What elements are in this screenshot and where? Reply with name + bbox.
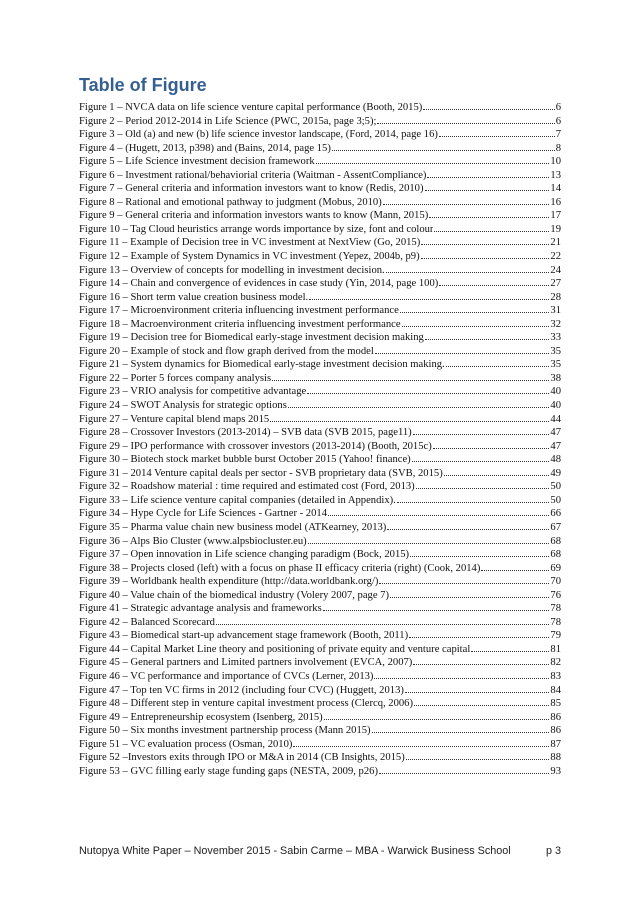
figure-entry[interactable] [79,223,561,237]
dot-leader [429,217,549,218]
figure-entry[interactable] [79,345,561,359]
figure-entry-label: Figure 28 – Crossover Investors (2013-2014) – SVB data (SVB 2015, page11) [79,427,412,439]
dot-leader [413,664,549,665]
figure-entry[interactable] [79,643,561,657]
figure-entry-page: 40 [550,386,561,398]
dot-leader [444,475,550,476]
figure-entry-page: 6 [555,115,561,127]
figure-entry-page: 16 [550,196,561,208]
dot-leader [414,705,549,706]
figure-entry-page: 83 [550,670,561,682]
figure-entry-label: Figure 1 – NVCA data on life science venture capital performance (Booth, 2015) [79,102,423,113]
dot-leader [423,109,554,110]
dot-leader [409,637,549,638]
figure-entry[interactable] [79,575,561,589]
figure-entry[interactable] [79,697,561,711]
figure-entry-label: Figure 41 – Strategic advantage analysis and frameworks [79,603,322,615]
dot-leader [412,461,550,462]
figure-entry[interactable] [79,602,561,616]
figure-entry-page: 38 [550,372,561,384]
figure-entry-page: 48 [550,454,561,466]
figure-entry-label: Figure 52 –Investors exits through IPO or M&A in 2014 (CB Insights, 2015) [79,752,405,764]
figure-entry-label: Figure 31 – 2014 Venture capital deals per sector - SVB proprietary data (SVB, 2015) [79,467,443,479]
figure-entry[interactable] [79,358,561,372]
dot-leader [405,692,550,693]
dot-leader [379,773,549,774]
footer-text: Nutopya White Paper – November 2015 - Sabin Carme – MBA - Warwick Business School [79,845,511,857]
dot-leader [288,407,550,408]
figure-entry-page: 6 [555,102,561,113]
figure-entry-page: 35 [550,359,561,371]
figure-entry-label: Figure 4 – (Hugett, 2013, p398) and (Bains, 2014, page 15) [79,142,331,154]
figure-entry-label: Figure 2 – Period 2012-2014 in Life Science (PWC, 2015a, page 3;5); [79,115,377,127]
dot-leader [307,393,549,394]
figure-entry[interactable] [79,196,561,210]
figure-entry[interactable] [79,738,561,752]
figure-entry-label: Figure 8 – Rational and emotional pathway to judgment (Mobus, 2010) [79,196,382,208]
figure-entry-label: Figure 3 – Old (a) and new (b) life science investor landscape, (Ford, 2014, page 16) [79,129,438,141]
figure-entry-label: Figure 14 – Chain and convergence of evidences in case study (Yin, 2014, page 100) [79,278,439,290]
page-title: Table of Figure [79,75,207,95]
dot-leader [377,123,554,124]
figure-entry[interactable] [79,372,561,386]
figure-entry[interactable] [79,535,561,549]
figure-entry-page: 49 [550,467,561,479]
figure-entry-label: Figure 24 – SWOT Analysis for strategic options [79,400,287,412]
figure-entry-label: Figure 9 – General criteria and information investors wants to know (Mann, 2015) [79,210,429,222]
dot-leader [332,150,555,151]
figure-entry[interactable] [79,101,561,115]
dot-leader [413,434,550,435]
figure-list [79,101,561,778]
figure-entry[interactable] [79,318,561,332]
dot-leader [316,163,550,164]
figure-entry[interactable] [79,264,561,278]
figure-entry[interactable] [79,765,561,779]
figure-entry[interactable] [79,209,561,223]
figure-entry[interactable] [79,236,561,250]
dot-leader [372,732,550,733]
figure-entry-page: 22 [550,251,561,263]
figure-entry-label: Figure 49 – Entrepreneurship ecosystem (Isenberg, 2015) [79,711,323,723]
dot-leader [216,624,550,625]
figure-entry-label: Figure 36 – Alps Bio Cluster (www.alpsbiocluster.eu) [79,535,307,547]
figure-entry-page: 50 [550,481,561,493]
figure-entry-label: Figure 10 – Tag Cloud heuristics arrange words importance by size, font and colour [79,223,434,235]
figure-entry-page: 87 [550,738,561,750]
figure-entry[interactable] [79,751,561,765]
figure-entry-page: 47 [550,440,561,452]
figure-entry-page: 32 [550,318,561,330]
figure-entry[interactable] [79,548,561,562]
figure-entry[interactable] [79,142,561,156]
figure-entry-label: Figure 20 – Example of stock and flow graph derived from the model [79,345,374,357]
figure-entry-page: 66 [550,508,561,520]
figure-entry-label: Figure 19 – Decision tree for Biomedical early-stage investment decision making [79,332,424,344]
dot-leader [328,515,549,516]
figure-entry-page: 79 [550,630,561,642]
figure-entry[interactable] [79,629,561,643]
figure-entry-page: 85 [550,698,561,710]
figure-entry[interactable] [79,562,561,576]
figure-entry-page: 35 [550,345,561,357]
dot-leader [416,488,550,489]
figure-entry-page: 44 [550,413,561,425]
figure-entry-label: Figure 38 – Projects closed (left) with a focus on phase II efficacy criteria (right) (Cook, 2014) [79,562,481,574]
figure-entry[interactable] [79,304,561,318]
dot-leader [402,326,550,327]
figure-entry-page: 31 [550,305,561,317]
figure-entry-page: 68 [550,535,561,547]
figure-entry-label: Figure 11 – Example of Decision tree in VC investment at NextView (Go, 2015) [79,237,421,249]
figure-entry-page: 33 [550,332,561,344]
figure-entry-page: 82 [550,657,561,669]
figure-entry-label: Figure 53 – GVC filling early stage funding gaps (NESTA, 2009, p26) [79,765,378,777]
dot-leader [387,529,549,530]
figure-entry[interactable] [79,711,561,725]
figure-entry-label: Figure 6 – Investment rational/behaviorial criteria (Waitman - AssentCompliance) [79,169,427,181]
figure-entry-label: Figure 44 – Capital Market Line theory and positioning of private equity and venture capital [79,643,471,655]
figure-entry[interactable] [79,684,561,698]
figure-entry[interactable] [79,399,561,413]
figure-entry[interactable] [79,453,561,467]
dot-leader [379,583,549,584]
figure-entry-label: Figure 35 – Pharma value chain new business model (ATKearney, 2013) [79,521,387,533]
figure-entry[interactable] [79,467,561,481]
figure-entry-page: 78 [550,603,561,615]
figure-entry[interactable] [79,521,561,535]
figure-entry[interactable] [79,277,561,291]
figure-entry-label: Figure 45 – General partners and Limited partners involvement (EVCA, 2007) [79,657,413,669]
figure-entry-label: Figure 7 – General criteria and information investors want to know (Redis, 2010) [79,183,424,195]
dot-leader [481,570,549,571]
dot-leader [421,258,550,259]
figure-entry-page: 50 [550,494,561,506]
figure-entry[interactable] [79,724,561,738]
figure-entry-page: 7 [555,129,561,141]
figure-entry-page: 24 [550,264,561,276]
figure-entry-page: 27 [550,278,561,290]
figure-entry[interactable] [79,331,561,345]
figure-entry-page: 10 [550,156,561,168]
dot-leader [375,353,550,354]
figure-entry-label: Figure 5 – Life Science investment decision framework [79,156,315,168]
dot-leader [383,204,550,205]
figure-entry[interactable] [79,182,561,196]
figure-entry-label: Figure 42 – Balanced Scorecard [79,616,215,628]
figure-entry[interactable] [79,385,561,399]
figure-entry[interactable] [79,155,561,169]
page-footer [79,845,561,857]
figure-entry-page: 28 [550,291,561,303]
figure-entry-label: Figure 18 – Macroenvironment criteria influencing investment performance [79,318,401,330]
figure-entry-label: Figure 34 – Hype Cycle for Life Sciences - Gartner - 2014 [79,508,327,520]
dot-leader [439,136,555,137]
dot-leader [386,272,550,273]
figure-entry-label: Figure 17 – Microenvironment criteria influencing investment performance [79,305,399,317]
figure-entry[interactable] [79,670,561,684]
figure-entry-page: 88 [550,752,561,764]
figure-entry-page: 40 [550,400,561,412]
figure-entry-page: 8 [555,142,561,154]
figure-entry-label: Figure 27 – Venture capital blend maps 2015 [79,413,270,425]
figure-entry-label: Figure 39 – Worldbank health expenditure (http://data.worldbank.org/) [79,576,379,588]
figure-entry-page: 76 [550,589,561,601]
dot-leader [471,651,549,652]
figure-entry-label: Figure 46 – VC performance and importance of CVCs (Lerner, 2013) [79,670,374,682]
figure-entry-label: Figure 48 – Different step in venture capital investment process (Clercq, 2006) [79,698,414,710]
figure-entry-label: Figure 30 – Biotech stock market bubble burst October 2015 (Yahoo! finance) [79,454,411,466]
figure-entry-label: Figure 23 – VRIO analysis for competitive advantage [79,386,307,398]
figure-entry-page: 93 [550,765,561,777]
figure-entry-page: 68 [550,549,561,561]
figure-entry-page: 13 [550,169,561,181]
dot-leader [446,366,550,367]
figure-entry-page: 78 [550,616,561,628]
figure-entry-label: Figure 16 – Short term value creation business model. [79,291,309,303]
figure-entry-page: 14 [550,183,561,195]
dot-leader [272,380,549,381]
figure-entry-label: Figure 37 – Open innovation in Life science changing paradigm (Bock, 2015) [79,549,410,561]
dot-leader [425,190,550,191]
dot-leader [397,502,550,503]
figure-entry-label: Figure 32 – Roadshow material : time required and estimated cost (Ford, 2013) [79,481,415,493]
figure-entry-page: 67 [550,521,561,533]
figure-entry-label: Figure 21 – System dynamics for Biomedical early-stage investment decision making. [79,359,445,371]
dot-leader [270,421,549,422]
dot-leader [293,746,549,747]
dot-leader [400,312,550,313]
figure-entry[interactable] [79,291,561,305]
figure-entry-page: 21 [550,237,561,249]
dot-leader [308,543,550,544]
figure-entry-label: Figure 29 – IPO performance with crossover investors (2013-2014) (Booth, 2015c) [79,440,432,452]
figure-entry[interactable] [79,115,561,129]
figure-entry-label: Figure 47 – Top ten VC firms in 2012 (including four CVC) (Huggett, 2013) [79,684,404,696]
figure-entry[interactable] [79,128,561,142]
figure-entry[interactable] [79,250,561,264]
figure-entry[interactable] [79,616,561,630]
figure-entry[interactable] [79,589,561,603]
figure-entry[interactable] [79,426,561,440]
dot-leader [323,610,550,611]
dot-leader [425,339,550,340]
figure-entry-label: Figure 12 – Example of System Dynamics in VC investment (Yepez, 2004b, p9) [79,251,420,263]
dot-leader [406,759,550,760]
figure-entry[interactable] [79,440,561,454]
dot-leader [309,299,549,300]
figure-entry[interactable] [79,413,561,427]
dot-leader [439,285,549,286]
dot-leader [433,448,550,449]
figure-entry-page: 84 [550,684,561,696]
figure-entry[interactable] [79,480,561,494]
figure-entry-label: Figure 50 – Six months investment partnership process (Mann 2015) [79,725,371,737]
figure-entry-label: Figure 22 – Porter 5 forces company analysis [79,372,272,384]
dot-leader [427,177,549,178]
dot-leader [324,719,550,720]
figure-entry-page: 17 [550,210,561,222]
footer-page-number: p 3 [545,845,561,857]
figure-entry[interactable] [79,169,561,183]
dot-leader [374,678,549,679]
figure-entry-page: 81 [550,643,561,655]
figure-entry-page: 70 [550,576,561,588]
figure-entry-label: Figure 13 – Overview of concepts for modelling in investment decision. [79,264,385,276]
figure-entry-page: 69 [550,562,561,574]
dot-leader [434,231,549,232]
figure-entry-page: 19 [550,223,561,235]
figure-entry-page: 47 [550,427,561,439]
figure-entry[interactable] [79,507,561,521]
dot-leader [390,597,549,598]
figure-entry[interactable] [79,494,561,508]
figure-entry-label: Figure 40 – Value chain of the biomedical industry (Volery 2007, page 7) [79,589,389,601]
figure-entry-label: Figure 51 – VC evaluation process (Osman, 2010) [79,738,293,750]
dot-leader [421,244,549,245]
dot-leader [410,556,549,557]
figure-entry-page: 86 [550,711,561,723]
figure-entry-label: Figure 33 – Life science venture capital companies (detailed in Appendix). [79,494,396,506]
figure-entry-label: Figure 43 – Biomedical start-up advancement stage framework (Booth, 2011) [79,630,409,642]
figure-entry-page: 86 [550,725,561,737]
figure-entry[interactable] [79,656,561,670]
